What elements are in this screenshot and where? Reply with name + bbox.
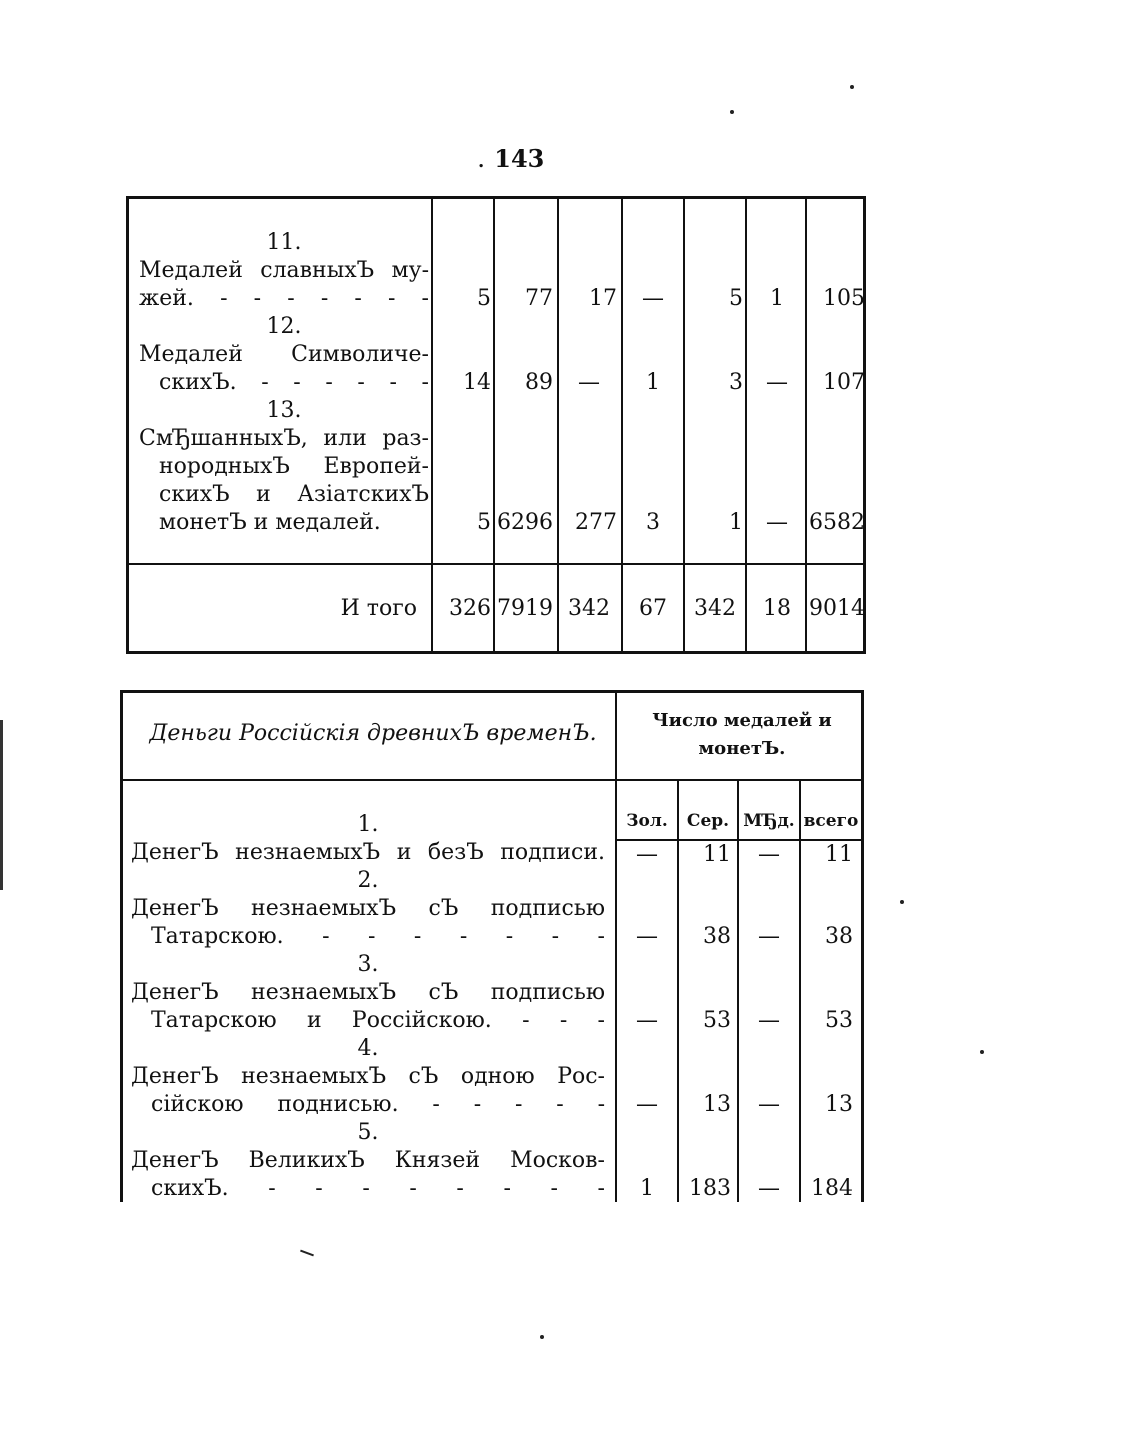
total-separator (129, 563, 863, 565)
header-rule (123, 779, 861, 781)
count-header: Число медалей и монетЪ. (652, 710, 832, 759)
entry-11-description: 11. Медалей славныхЪ му- жей. - - - - - - - (139, 230, 429, 311)
column-rule (557, 199, 559, 651)
entry-13-description: 13. СмЂшанныхЪ, или раз- нородныхЪ Европей- скихЪ и АзіатскихЪ монетЪ и медалей. (139, 398, 429, 535)
page-number: . 143 (478, 144, 545, 173)
column-gold: Зол. (626, 811, 668, 831)
entry-12-description: 12. Медалей Символиче- скихЪ. - - - - - - (139, 314, 429, 395)
coins-entry-4-description: 4. ДенегЪ незнаемыхЪ сЪ одною Рос- сійскою поднисью. - - - - - (131, 1036, 605, 1117)
coins-entry-3-values: — 53 — 53 (636, 1008, 853, 1033)
print-speck (900, 900, 904, 904)
coins-entry-2-description: 2. ДенегЪ незнаемыхЪ сЪ подписью Татарскою. - - - - - - - (131, 868, 605, 949)
print-speck (850, 85, 854, 89)
print-speck (980, 1050, 984, 1054)
collection-table-continued (126, 196, 866, 654)
coins-entry-4-values: — 13 — 13 (636, 1092, 853, 1117)
russian-coins-table (120, 690, 864, 1202)
coins-entry-5-values: 1 183 — 184 (640, 1176, 853, 1201)
coins-entry-2-values: — 38 — 38 (636, 924, 853, 949)
total-row: И того 326 7919 342 67 342 18 9014 (129, 595, 863, 623)
column-rule (493, 199, 495, 651)
coins-entry-1-values: — 11 — 11 (636, 842, 853, 867)
coins-entry-5-description: 5. ДенегЪ ВеликихЪ Князей Москов- скихЪ. - - - - - - - - (131, 1120, 605, 1201)
table-title: Деньги Россійскія древнихЪ временЪ. (149, 721, 597, 746)
print-speck (730, 110, 734, 114)
page-edge-mark (0, 720, 3, 890)
print-speck (300, 1250, 314, 1257)
entry-13-values: 5 6296 277 3 1 — 6582 (477, 510, 865, 535)
column-rule (805, 199, 807, 651)
entry-12-values: 14 89 — 1 3 — 107 (463, 370, 865, 395)
column-total: всего (803, 811, 859, 831)
coins-entry-1-description: 1. ДенегЪ незнаемыхЪ и безЪ подписи. (131, 812, 605, 865)
total-label: И того (340, 596, 417, 621)
coins-entry-3-description: 3. ДенегЪ незнаемыхЪ сЪ подписью Татарскою и Россійскою. - - - (131, 952, 605, 1033)
column-rule (683, 199, 685, 651)
column-rule (431, 199, 433, 651)
column-rule (745, 199, 747, 651)
print-speck (540, 1335, 544, 1339)
column-rule (621, 199, 623, 651)
entry-11-values: 5 77 17 — 5 1 105 (477, 286, 865, 311)
column-copper: МЂд. (743, 811, 795, 831)
column-silver: Сер. (686, 811, 730, 831)
